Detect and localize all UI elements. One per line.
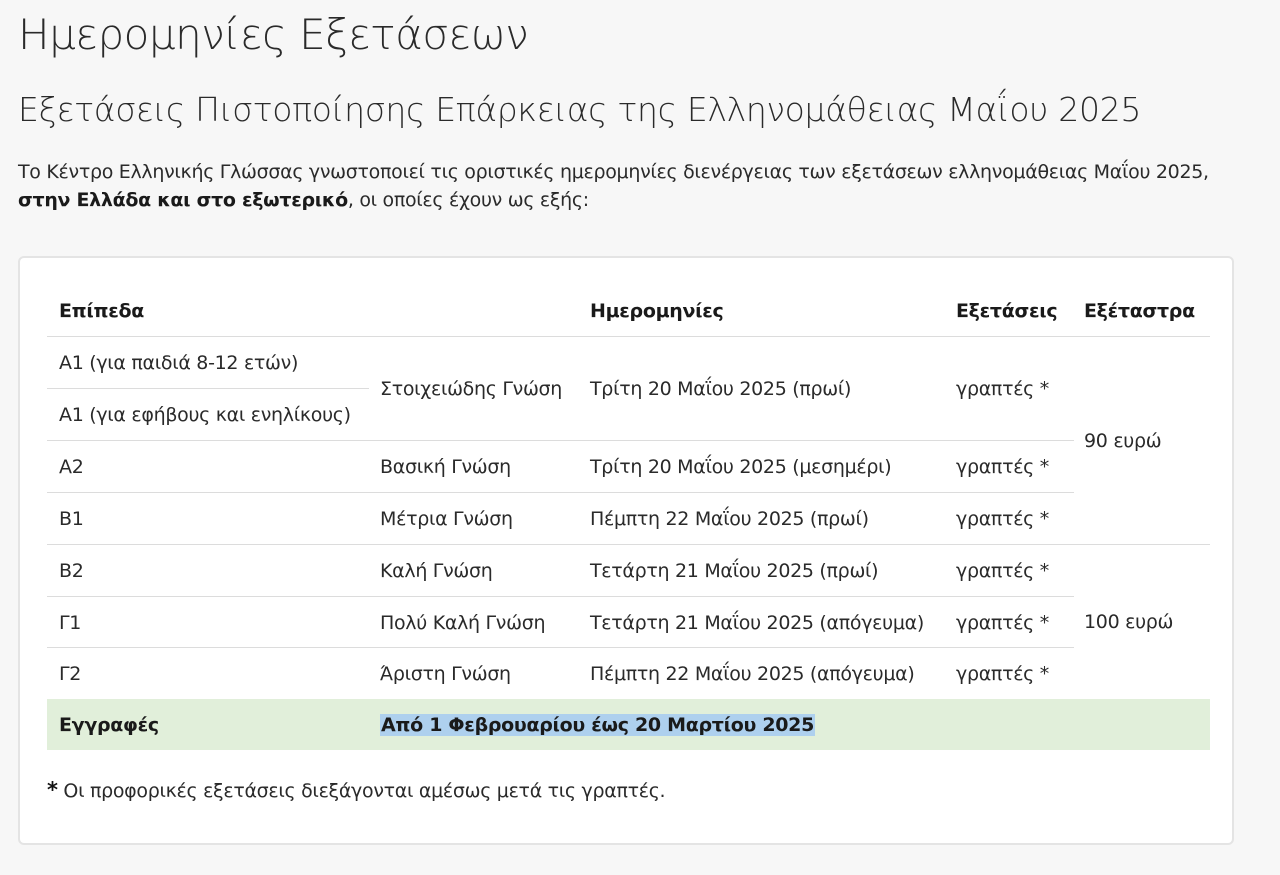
header-levels: Επίπεδα — [59, 300, 145, 322]
intro-text: Το Κέντρο Ελληνικής Γλώσσας γνωστοποιεί τις οριστικές ημερομηνίες διενέργειας των εξετάσεων ελληνομάθειας Μαΐου 2025, — [18, 161, 1209, 183]
registration-label: Εγγραφές — [59, 713, 159, 736]
date-cell-a2: Τρίτη 20 Μαΐου 2025 (μεσημέρι) — [590, 455, 892, 478]
description-cell-c2: Άριστη Γνώση — [380, 662, 511, 685]
exam-cell-b1: γραπτές * — [956, 507, 1049, 530]
description-cell-c1: Πολύ Καλή Γνώση — [380, 611, 546, 634]
level-cell-c2: Γ2 — [59, 662, 82, 685]
registration-period[interactable] — [368, 699, 968, 750]
a1-exam-cell: γραπτές * — [956, 377, 1049, 400]
description-cell-a2: Βασική Γνώση — [380, 455, 511, 478]
footnote-text: Οι προφορικές εξετάσεις διεξάγονται αμέσως μετά τις γραπτές. — [57, 780, 666, 802]
level-cell-b1: Β1 — [59, 507, 84, 530]
date-cell-c1: Τετάρτη 21 Μαΐου 2025 (απόγευμα) — [590, 611, 924, 634]
date-cell-b1: Πέμπτη 22 Μαΐου 2025 (πρωί) — [590, 507, 869, 530]
exam-dates-card — [18, 256, 1234, 845]
level-cell-a1-children: A1 (για παιδιά 8-12 ετών) — [59, 351, 299, 374]
exam-dates-table — [47, 285, 1210, 750]
exam-cell-c2: γραπτές * — [956, 662, 1049, 685]
page-subtitle: Εξετάσεις Πιστοποίησης Επάρκειας της Ελληνομάθειας Μαΐου 2025 — [18, 90, 1142, 129]
level-cell-a2: Α2 — [59, 455, 84, 478]
a1-date-cell: Τρίτη 20 Μαΐου 2025 (πρωί) — [590, 377, 852, 400]
intro-bold-text: στην Ελλάδα και στο εξωτερικό — [18, 189, 348, 211]
fee-cell-group1: 90 ευρώ — [1084, 429, 1162, 452]
registration-period-text[interactable]: Από 1 Φεβρουαρίου έως 20 Μαρτίου 2025 — [381, 713, 814, 736]
footnote — [47, 778, 665, 802]
a1-description-cell: Στοιχειώδης Γνώση — [380, 377, 563, 400]
fee-cell-group2: 100 ευρώ — [1084, 611, 1174, 633]
header-dates: Ημερομηνίες — [590, 300, 724, 322]
level-cell-a1-adults: A1 (για εφήβους και ενηλίκους) — [59, 403, 351, 426]
date-cell-c2: Πέμπτη 22 Μαΐου 2025 (απόγευμα) — [590, 662, 915, 685]
date-cell-b2: Τετάρτη 21 Μαΐου 2025 (πρωί) — [590, 559, 879, 582]
exam-cell-b2: γραπτές * — [956, 559, 1049, 582]
description-cell-b2: Καλή Γνώση — [380, 559, 493, 582]
exam-cell-a2: γραπτές * — [956, 455, 1049, 478]
exam-cell-c1: γραπτές * — [956, 611, 1049, 634]
page-title: Ημερομηνίες Εξετάσεων — [18, 10, 529, 59]
description-cell-b1: Μέτρια Γνώση — [380, 507, 513, 530]
level-cell-c1: Γ1 — [59, 611, 82, 634]
intro-tail-text: , οι οποίες έχουν ως εξής: — [347, 189, 589, 211]
footnote-star: * — [47, 778, 58, 802]
header-fees: Εξέταστρα — [1084, 300, 1195, 322]
intro-paragraph — [18, 158, 1238, 214]
header-exams: Εξετάσεις — [956, 300, 1058, 322]
level-cell-b2: Β2 — [59, 559, 84, 582]
